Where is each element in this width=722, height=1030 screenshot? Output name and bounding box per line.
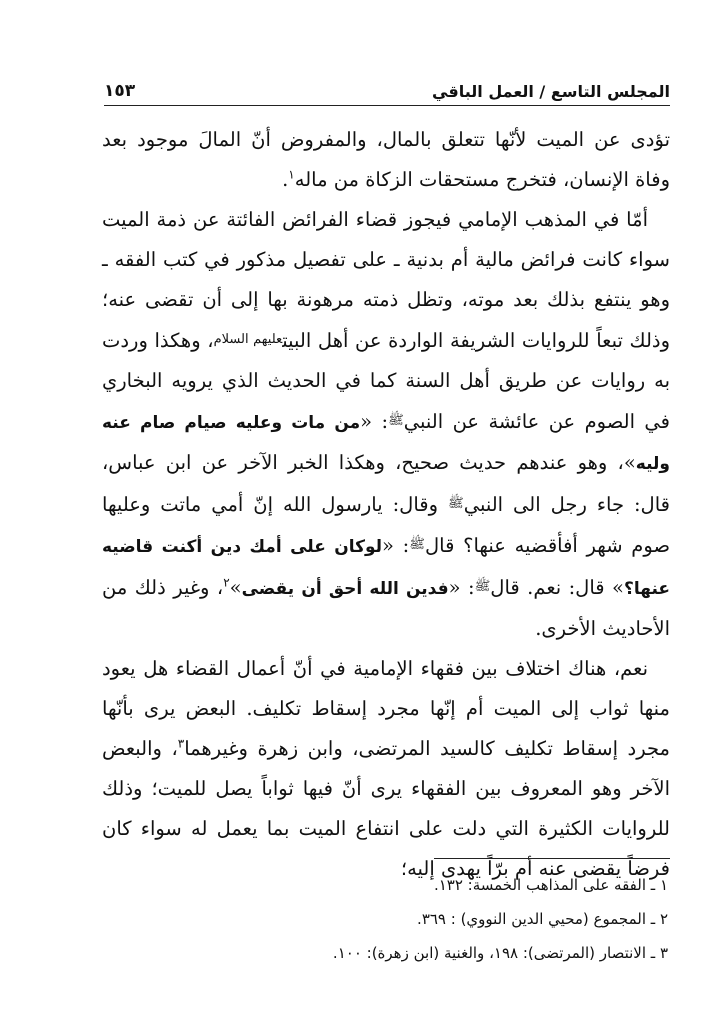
honorific-mark: ﷺ — [447, 496, 464, 511]
paragraph-2 — [102, 200, 670, 649]
paragraph-text: »، وهو عندهم حديث صحيح، وهكذا الخبر الآخر عن ابن عباس، قال: جاء رجل الى النبي — [102, 451, 670, 516]
paragraph-3 — [102, 649, 670, 889]
footnotes — [102, 868, 668, 970]
footnote-ref-1: ١ — [288, 167, 295, 182]
page-header — [104, 72, 670, 106]
paragraph-text: وقال: يارسول الله إنّ أمي ماتت وعليها صوم شهر أفأقضيه عنها؟ قال — [102, 493, 670, 557]
footnote-3: ٣ ـ الانتصار (المرتضى): ١٩٨، والغنية (ابن زهرة): ١٠٠. — [332, 944, 668, 962]
footnote-1: ١ ـ الفقه على المذاهب الخمسة: ١٣٢. — [433, 876, 668, 894]
paragraph-text: أمّا في المذهب الإمامي فيجوز قضاء الفرائض الفائتة عن ذمة الميت سواء كانت فرائض مالية أم بدنية ـ على تفصيل مذكور في كتب الفقه ـ وهو ينتفع بذلك بعد موته، وتظل ذمته مرهونة بها إلى أن تقضى عنه؛ وذلك تبعاً للروايات الشريفة الواردة عن أهل البيت — [102, 208, 671, 352]
honorific-mark: عليهم السلام — [213, 332, 283, 347]
footnote-2: ٢ ـ المجموع (محيي الدين النووي) : ٣٦٩. — [417, 910, 668, 928]
paragraph-text: تؤدى عن الميت لأنّها تتعلق بالمال، والمفروض أنّ المالَ موجود بعد وفاة الإنسان، فتخرج مستحقات الزكاة من ماله — [102, 128, 670, 191]
paragraph-text: » قال: نعم. قال — [490, 576, 624, 599]
page-number: ١٥٣ — [104, 81, 136, 101]
paragraph-text: ، والبعض الآخر وهو المعروف بين الفقهاء يرى أنّ فيها ثواباً يصل للميت؛ وذلك للروايات الكثيرة التي دلت على انتفاع الميت بما يعمل له سواء كان فرضاً يقضى عنه أم برّاً يهدى إليه؛ — [102, 737, 670, 880]
paragraph-text: . — [282, 168, 289, 191]
paragraph-text: : « — [382, 534, 410, 557]
honorific-mark: ﷺ — [388, 413, 404, 428]
paragraph-text: : « — [448, 576, 475, 599]
running-title: المجلس التاسع / العمل الباقي — [432, 82, 670, 101]
paragraph-text: » — [229, 576, 242, 599]
paragraph-1 — [102, 120, 670, 200]
hadith-quote: لوكان على أمك دين أكنت قاضيه عنها؟ — [102, 537, 671, 599]
honorific-mark: ﷺ — [474, 579, 491, 594]
paragraph-text: ، وهكذا وردت به روايات عن طريق أهل السنة كما في الحديث الذي يرويه البخاري في الصوم عن عائشة عن النبي — [102, 329, 670, 433]
paragraph-text: نعم، هناك اختلاف بين فقهاء الإمامية في أنّ أعمال القضاء هل يعود منها ثواب إلى الميت أم إنّها مجرد إسقاط تكليف. البعض يرى بأنّها مجرد إسقاط تكليف كالسيد المرتضى، وابن زهرة وغيرهما — [102, 657, 670, 760]
footnote-ref-3: ٣ — [177, 736, 185, 751]
hadith-quote: فدين الله أحق أن يقضى — [241, 579, 449, 599]
paragraph-text: ، وغير ذلك من الأحاديث الأخرى. — [102, 576, 670, 640]
footnote-ref-2: ٢ — [223, 575, 230, 590]
body-text — [102, 120, 670, 889]
footnote-divider — [434, 858, 670, 859]
hadith-quote: من مات وعليه صيام صام عنه وليه — [102, 413, 670, 474]
paragraph-text: : « — [360, 410, 389, 433]
honorific-mark: ﷺ — [409, 537, 425, 552]
